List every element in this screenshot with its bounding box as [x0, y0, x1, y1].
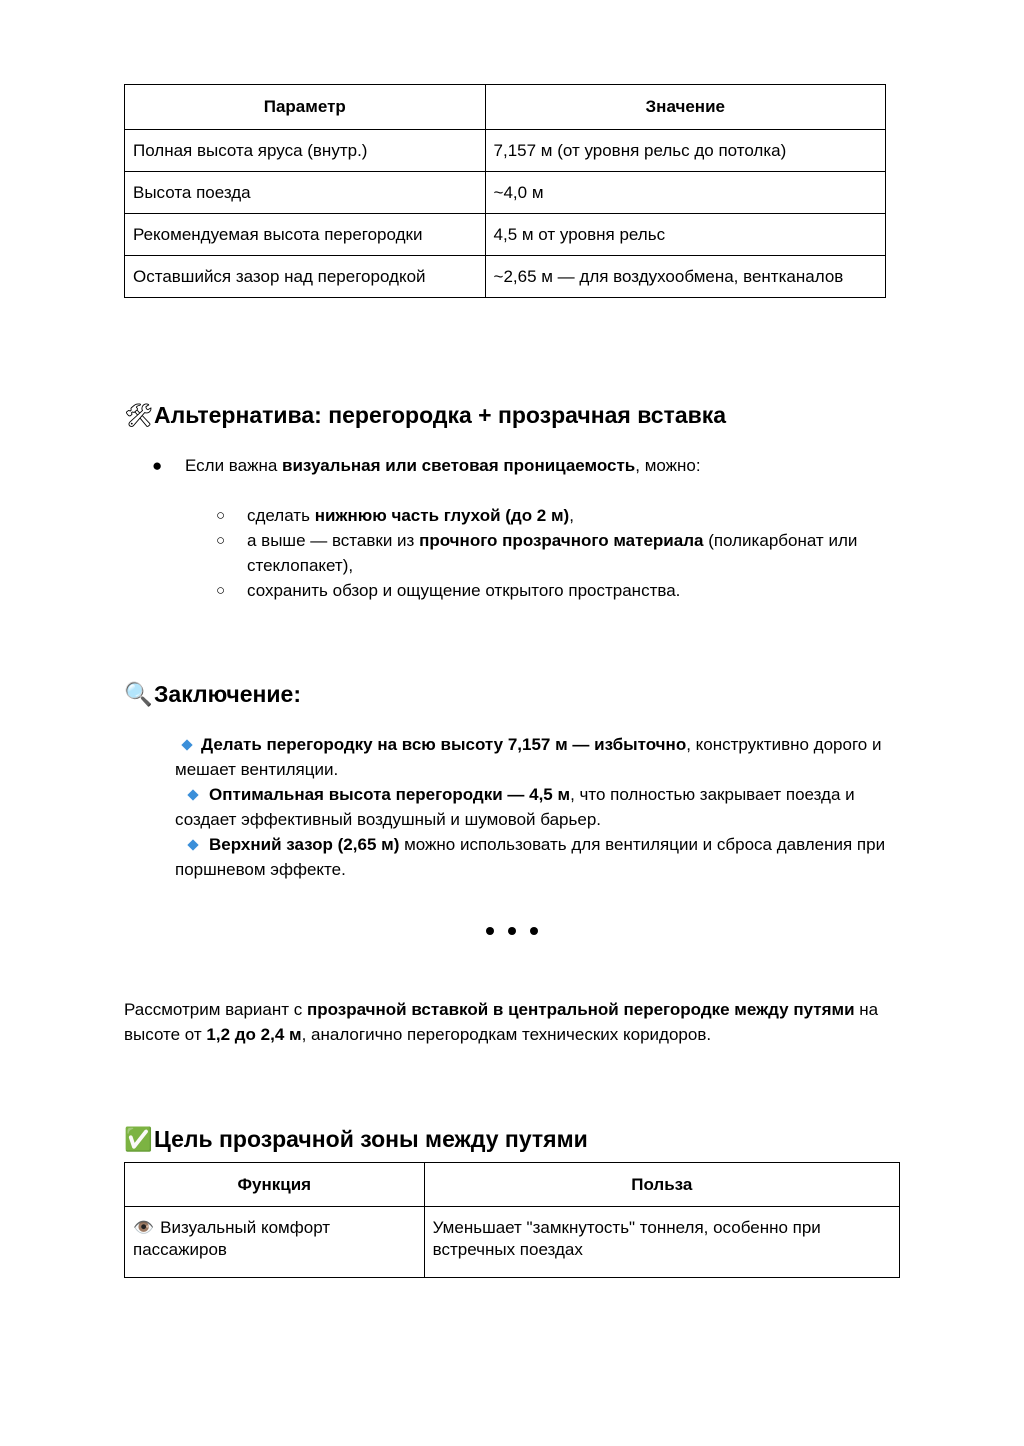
- parameters-table: [124, 84, 886, 298]
- dot-icon: [486, 927, 494, 935]
- bold-text: Делать перегородку на всю высоту 7,157 м — избыточно: [201, 735, 687, 754]
- table-row: [125, 1207, 900, 1278]
- table-row: [125, 214, 886, 256]
- bold-text: Оптимальная высота перегородки — 4,5 м: [209, 785, 571, 804]
- conclusion-item: [175, 832, 895, 882]
- column-header-value: Значение: [485, 85, 885, 130]
- table-row: [125, 256, 886, 298]
- heading-alternative: [124, 400, 726, 431]
- text-run: ,: [569, 506, 574, 525]
- heading-goal-text: Цель прозрачной зоны между путями: [154, 1126, 588, 1152]
- table-row: [125, 172, 886, 214]
- table-row: [125, 130, 886, 172]
- bold-text: визуальная или световая проницаемость: [282, 456, 636, 475]
- text-run: на высоте от: [124, 1000, 879, 1044]
- column-header-function: Функция: [125, 1163, 425, 1207]
- text-run: , аналогично перегородкам технических коридоров.: [301, 1025, 712, 1044]
- text-run: , что полностью закрывает поезда и создает эффективный воздушный и шумовой барьер.: [175, 785, 855, 829]
- table-cell: [125, 1207, 425, 1278]
- bold-text: нижнюю часть глухой (до 2 м): [314, 506, 570, 525]
- bullet-circle-icon: ○: [216, 507, 226, 524]
- conclusion-item: [175, 732, 895, 782]
- section-break-dots: [0, 922, 1024, 940]
- text-run: сделать: [247, 506, 315, 525]
- table-cell: 7,157 м (от уровня рельс до потолка): [485, 130, 885, 172]
- heading-conclusion: [124, 679, 301, 710]
- text-run: Если важна: [185, 456, 283, 475]
- table-cell: ~4,0 м: [485, 172, 885, 214]
- table-cell: 4,5 м от уровня рельс: [485, 214, 885, 256]
- bold-text: Верхний зазор (2,65 м): [209, 835, 400, 854]
- text-run: Рассмотрим вариант с: [124, 1000, 307, 1019]
- function-benefit-table: [124, 1162, 900, 1278]
- heading-goal: [124, 1124, 588, 1155]
- text-run: можно использовать для вентиляции и сброса давления при поршневом эффекте.: [175, 835, 886, 879]
- text-run: (поликарбонат или стеклопакет),: [247, 531, 858, 575]
- text-run: , конструктивно дорого и мешает вентиляции.: [175, 735, 882, 779]
- text-run: , можно:: [635, 456, 701, 475]
- bullet-circle-icon: ○: [216, 532, 226, 549]
- text-run: сохранить обзор и ощущение открытого пространства.: [247, 581, 681, 600]
- hammer-and-wrench-icon: 🛠: [124, 403, 154, 429]
- dot-icon: [530, 927, 538, 935]
- column-header-benefit: Польза: [424, 1163, 899, 1207]
- table-cell: Оставшийся зазор над перегородкой: [125, 256, 486, 298]
- text-run: а выше — вставки из: [247, 531, 420, 550]
- table-cell: Высота поезда: [125, 172, 486, 214]
- bullet-circle-icon: ○: [216, 582, 226, 599]
- table-cell: Уменьшает "замкнутость" тоннеля, особенно при встречных поездах: [424, 1207, 899, 1278]
- table-cell: Рекомендуемая высота перегородки: [125, 214, 486, 256]
- bold-text: прочного прозрачного материала: [419, 531, 704, 550]
- magnifying-glass-icon: 🔍: [124, 682, 153, 708]
- check-mark-button-icon: ✅: [124, 1127, 153, 1153]
- text-run: Визуальный комфорт пассажиров: [133, 1218, 331, 1259]
- eye-icon: 👁️: [133, 1218, 155, 1238]
- table-cell: Полная высота яруса (внутр.): [125, 130, 486, 172]
- intro-paragraph: [124, 997, 894, 1047]
- bold-text: прозрачной вставкой в центральной перегородке между путями: [306, 1000, 855, 1019]
- bullet-dot-icon: ●: [152, 456, 163, 475]
- table-header-row: [125, 85, 886, 130]
- heading-conclusion-text: Заключение:: [154, 681, 301, 707]
- conclusion-item: [175, 782, 895, 832]
- blue-diamond-icon: [187, 839, 198, 850]
- heading-alternative-text: Альтернатива: перегородка + прозрачная вставка: [154, 402, 727, 428]
- bold-text: 1,2 до 2,4 м: [206, 1025, 302, 1044]
- table-header-row: [125, 1163, 900, 1207]
- blue-diamond-icon: [181, 739, 192, 750]
- blue-diamond-icon: [187, 789, 198, 800]
- column-header-parameter: Параметр: [125, 85, 486, 130]
- dot-icon: [508, 927, 516, 935]
- table-cell: ~2,65 м — для воздухообмена, вентканалов: [485, 256, 885, 298]
